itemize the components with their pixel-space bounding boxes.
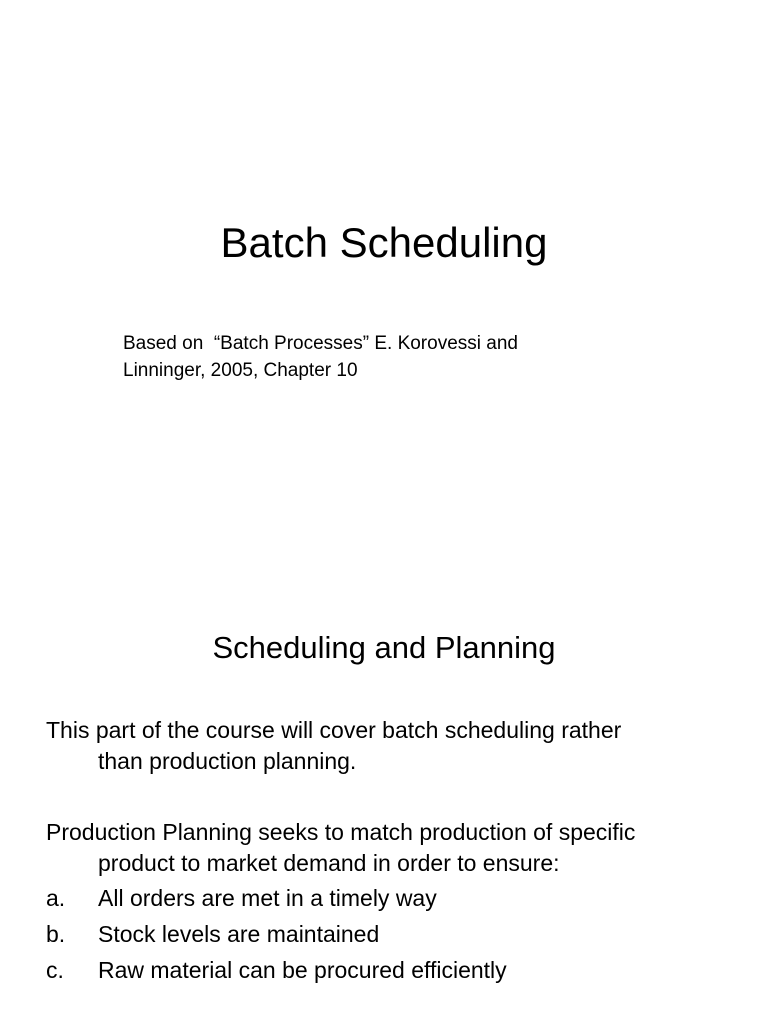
list-marker: c. (46, 957, 64, 983)
subtitle-line: Based on “Batch Processes” E. Korovessi and (123, 333, 518, 354)
list-item-text: Raw material can be procured efficiently (98, 957, 507, 983)
planning-paragraph (46, 817, 726, 879)
goals-list (46, 883, 726, 991)
paragraph-line: than production planning. (98, 748, 357, 774)
list-item (46, 955, 726, 991)
list-item-text: Stock levels are maintained (98, 921, 380, 947)
list-item (46, 919, 726, 955)
subtitle-line: Linninger, 2005, Chapter 10 (123, 360, 358, 381)
paragraph-line: Production Planning seeks to match production of specific (46, 819, 636, 845)
subtitle-citation (123, 330, 643, 384)
section-title: Scheduling and Planning (212, 630, 556, 665)
list-item-text: All orders are met in a timely way (98, 885, 437, 911)
list-marker: a. (46, 885, 66, 911)
paragraph-line: product to market demand in order to ensure: (98, 850, 560, 876)
page-title: Batch Scheduling (220, 219, 548, 266)
list-marker: b. (46, 921, 66, 947)
paragraph-line: This part of the course will cover batch scheduling rather (46, 717, 622, 743)
content-slide (0, 512, 768, 1024)
intro-paragraph (46, 715, 726, 777)
list-item (46, 883, 726, 919)
